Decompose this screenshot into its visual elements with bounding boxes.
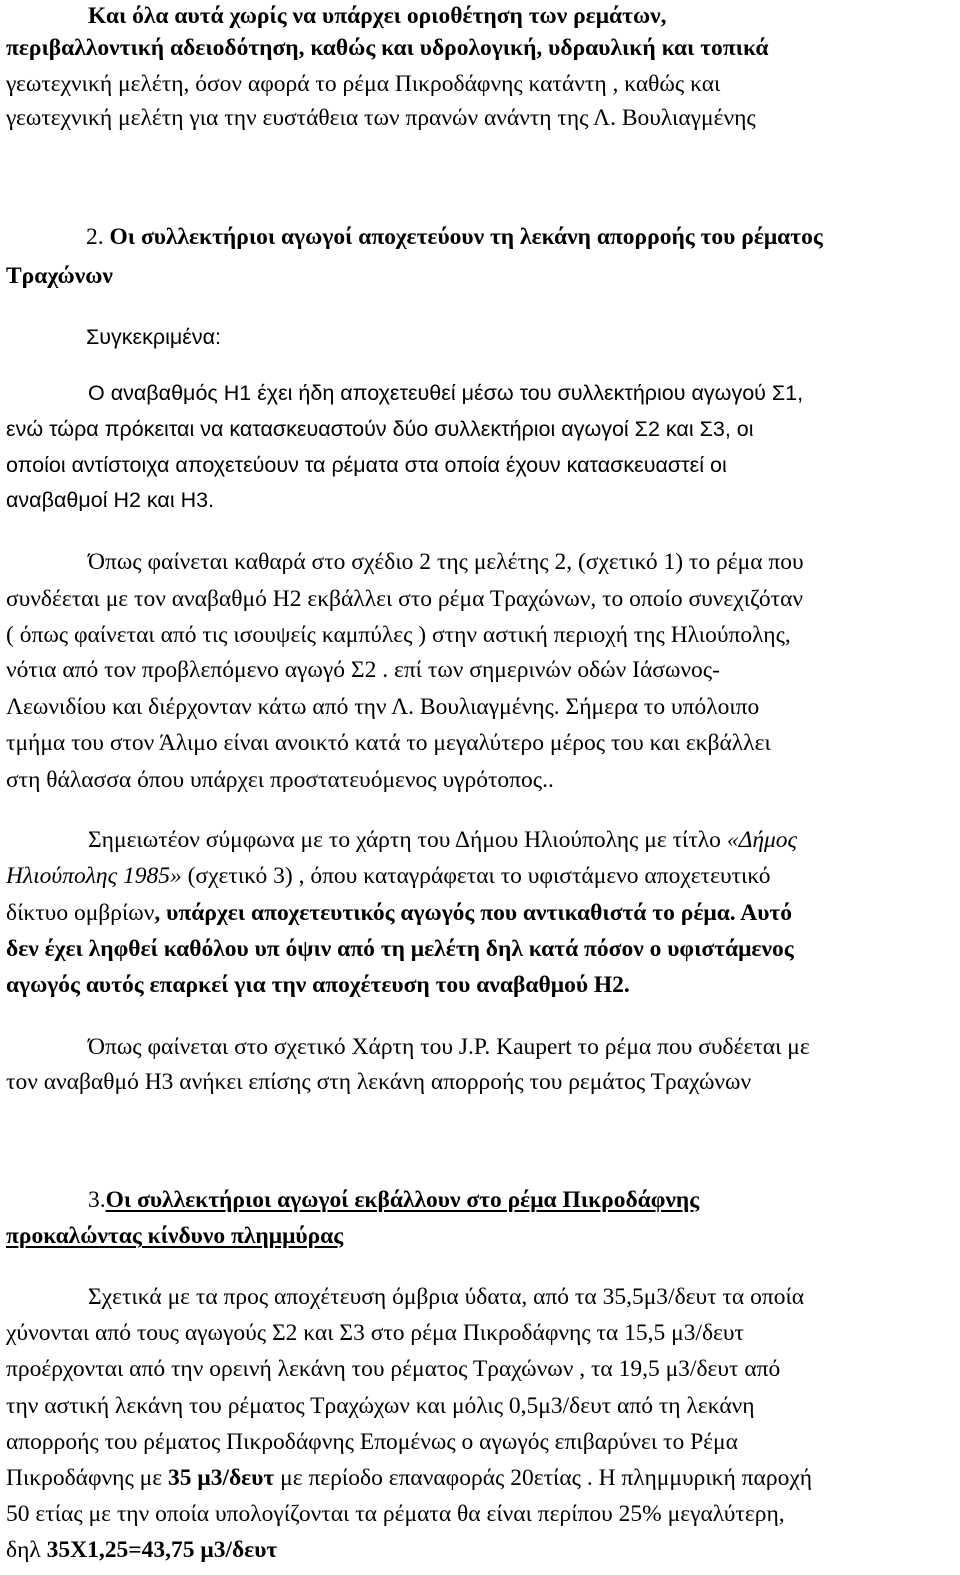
section-2-heading-text: Οι συλλεκτήριοι αγωγοί αποχετεύουν τη λεκάνη απορροής του ρέματος bbox=[109, 224, 823, 250]
s2-p3-line-4: δεν έχει ληφθεί καθόλου υπ όψιν από τη μελέτη δηλ κατά πόσον ο υφιστάμενος bbox=[6, 936, 794, 962]
s2-p3-line-1 bbox=[88, 825, 797, 855]
s2-p4-line-1: Όπως φαίνεται στο σχετικό Χάρτη του J.P. Kaupert το ρέμα που συδέεται με bbox=[88, 1034, 810, 1060]
s3-p1-line-7: 50 ετίας με την οποία υπολογίζονται τα ρέματα θα είναι περίπου 25% μεγαλύτερη, bbox=[6, 1501, 785, 1527]
s2-p3-line-5: αγωγός αυτός επαρκεί για την αποχέτευση του αναβαθμού Η2. bbox=[6, 972, 630, 998]
s3-p1-line-4: την αστική λεκάνη του ρέματος Τραχώχων και μόλις 0,5μ3/δευτ από τη λεκάνη bbox=[6, 1393, 755, 1419]
section-2-heading-line-2: Τραχώνων bbox=[6, 263, 113, 289]
s3-p1-line-2: χύνονται από τους αγωγούς Σ2 και Σ3 στο ρέμα Πικροδάφνης τα 15,5 μ3/δευτ bbox=[6, 1320, 745, 1346]
intro-line-3: γεωτεχνική μελέτη, όσον αφορά το ρέμα Πικροδάφνης κατάντη , καθώς και bbox=[6, 71, 721, 97]
intro-line-4: γεωτεχνική μελέτη για την ευστάθεια των πρανών ανάντη της Λ. Βουλιαγμένης bbox=[6, 105, 756, 131]
s2-p3-line-3 bbox=[6, 898, 792, 928]
s3-p1-l6-flow: 35 μ3/δευτ bbox=[168, 1465, 275, 1491]
s2-p3-l3-bold: , υπάρχει αποχετευτικός αγωγός που αντικαθιστά το ρέμα. Αυτό bbox=[154, 900, 793, 926]
s3-p1-line-5: απορροής του ρέματος Πικροδάφνης Επομένως ο αγωγός επιβαρύνει το Ρέμα bbox=[6, 1429, 738, 1455]
specifically-label: Συγκεκριμένα: bbox=[86, 325, 222, 349]
s3-p1-line-6 bbox=[6, 1463, 812, 1493]
section-2-heading bbox=[86, 222, 823, 252]
s2-p2-line-6: τμήμα του στον Άλιμο είναι ανοικτό κατά το μεγαλύτερο μέρος του και εκβάλλει bbox=[6, 730, 771, 756]
s2-p2-line-5: Λεωνιδίου και διέρχονταν κάτω από την Λ. Βουλιαγμένης. Σήμερα το υπόλοιπο bbox=[6, 694, 760, 720]
s3-p1-l6-text-a: Πικροδάφνης με bbox=[6, 1465, 168, 1491]
intro-line-1: Και όλα αυτά χωρίς να υπάρχει οριοθέτηση των ρεμάτων, bbox=[88, 3, 667, 29]
section-3-heading-line-2: προκαλώντας κίνδυνο πλημμύρας bbox=[6, 1223, 344, 1249]
s2-p2-line-1: Όπως φαίνεται καθαρά στο σχέδιο 2 της μελέτης 2, (σχετικό 1) το ρέμα που bbox=[88, 549, 804, 575]
s2-p3-l2-text: (σχετικό 3) , όπου καταγράφεται το υφιστάμενο αποχετευτικό bbox=[181, 863, 771, 889]
s2-p3-line-2 bbox=[6, 861, 770, 891]
s2-p1-line-2: ενώ τώρα πρόκειται να κατασκευαστούν δύο συλλεκτήριοι αγωγοί Σ2 και Σ3, οι bbox=[6, 417, 754, 441]
s2-p3-l1-title: «Δήμος bbox=[726, 827, 798, 853]
intro-line-2: περιβαλλοντική αδειοδότηση, καθώς και υδρολογική, υδραυλική και τοπικά bbox=[6, 35, 769, 61]
section-3-number: 3. bbox=[88, 1187, 106, 1213]
s2-p1-line-3: οποίοι αντίστοιχα αποχετεύουν τα ρέματα στα οποία έχουν κατασκευαστεί οι bbox=[6, 453, 727, 477]
section-3-heading-text: Οι συλλεκτήριοι αγωγοί εκβάλλουν στο ρέμα Πικροδάφνης bbox=[105, 1187, 700, 1213]
s2-p2-line-3: ( όπως φαίνεται από τις ισουψείς καμπύλες ) στην αστική περιοχή της Ηλιούπολης, bbox=[6, 622, 791, 648]
s2-p2-line-7: στη θάλασσα όπου υπάρχει προστατευόμενος υγρότοπος.. bbox=[6, 767, 554, 793]
s2-p2-line-4: νότια από τον προβλεπόμενο αγωγό Σ2 . επί των σημερινών οδών Ιάσωνος- bbox=[6, 657, 720, 683]
s3-p1-line-1: Σχετικά με τα προς αποχέτευση όμβρια ύδατα, από τα 35,5μ3/δευτ τα οποία bbox=[88, 1284, 805, 1310]
s3-p1-line-8 bbox=[6, 1535, 277, 1565]
section-3-heading bbox=[88, 1185, 699, 1215]
s3-p1-l8-calc: 35Χ1,25=43,75 μ3/δευτ bbox=[46, 1537, 278, 1563]
s2-p4-line-2: τον αναβαθμό Η3 ανήκει επίσης στη λεκάνη απορροής του ρεμάτος Τραχώνων bbox=[6, 1069, 752, 1095]
s3-p1-l8-text: δηλ bbox=[6, 1537, 47, 1563]
s2-p2-line-2: συνδέεται με τον αναβαθμό Η2 εκβάλλει στο ρέμα Τραχώνων, το οποίο συνεχιζόταν bbox=[6, 586, 804, 612]
s3-p1-l6-text-c: με περίοδο επαναφοράς 20ετίας . Η πλημμυρική παροχή bbox=[274, 1465, 813, 1491]
s3-p1-line-3: προέρχονται από την ορεινή λεκάνη του ρέματος Τραχώνων , τα 19,5 μ3/δευτ από bbox=[6, 1356, 781, 1382]
s2-p1-line-1: Ο αναβαθμός Η1 έχει ήδη αποχετευθεί μέσω του συλλεκτήριου αγωγού Σ1, bbox=[88, 381, 804, 405]
s2-p3-l3-text: δίκτυο ομβρίων bbox=[6, 900, 155, 926]
s2-p3-l1-text: Σημειωτέον σύμφωνα με το χάρτη του Δήμου Ηλιούπολης με τίτλο bbox=[88, 827, 727, 853]
section-2-number: 2. bbox=[86, 224, 110, 250]
s2-p3-l2-title: Ηλιούπολης 1985» bbox=[6, 863, 182, 889]
s2-p1-line-4: αναβαθμοί Η2 και Η3. bbox=[6, 488, 215, 512]
